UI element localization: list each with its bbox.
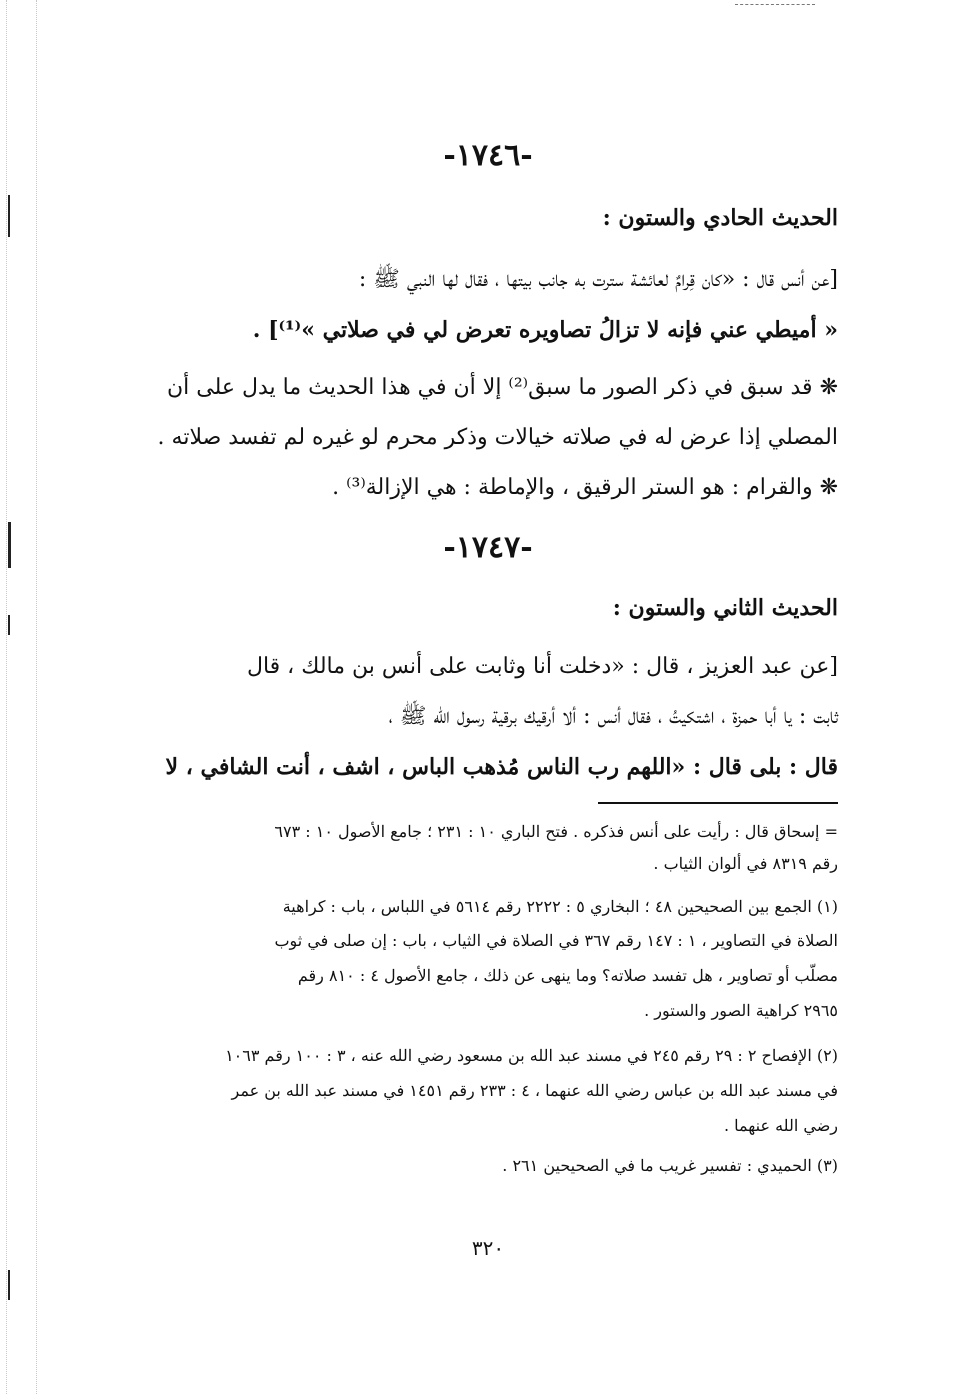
footnote-2-line: رضي الله عنهما . bbox=[723, 1116, 838, 1135]
margin-guide-inner bbox=[36, 0, 37, 1394]
footnote-2-line: (٢) الإفصاح ٢ : ٢٩ رقم ٢٤٥ في مسند عبد الله بن مسعود رضي الله عنه ، ٣ : ١٠٠ رقم ١٠٦٣ bbox=[225, 1046, 838, 1065]
footnote-1-line: ٢٩٦٥ كراهية الصور والستور . bbox=[644, 1001, 838, 1020]
footnote-divider bbox=[598, 802, 838, 804]
footnote-1-line: الصلاة في التصاوير ، ١ : ١٤٧ رقم ٣٦٧ في الصلاة في الثياب ، باب : إن صلى في ثوب bbox=[274, 931, 838, 950]
hadith-text-line: « أميطي عني فإنه لا تزالُ تصاويره تعرض لي في صلاتي »⁽¹⁾] . bbox=[252, 317, 838, 343]
scan-mark bbox=[8, 615, 10, 635]
scan-mark bbox=[8, 1270, 10, 1300]
hadith-number-1747: -١٧٤٧- bbox=[443, 530, 533, 565]
hadith-heading-1746: الحديث الحادي والستون : bbox=[602, 205, 838, 231]
hadith-text-line: [عن عبد العزيز ، قال : «دخلت أنا وثابت على أنس بن مالك ، قال bbox=[246, 654, 838, 679]
commentary-line: ❋ قد سبق في ذكر الصور ما سبق⁽²⁾ إلا أن في هذا الحديث ما يدل على أن bbox=[167, 375, 838, 400]
hadith-number-1746: -١٧٤٦- bbox=[443, 138, 533, 173]
footnote-3-line: (٣) الحميدي : تفسير غريب ما في الصحيحين ٢٦١ . bbox=[502, 1156, 838, 1175]
commentary-line: ❋ والقرام : هو الستر الرقيق ، والإماطة : هي الإزالة⁽³⁾ . bbox=[332, 475, 838, 500]
footnote-line: = إسحاق قال : رأيت على أنس فذكره . فتح الباري ١٠ : ٢٣١ ؛ جامع الأصول ١٠ : ٦٧٣ bbox=[274, 822, 838, 841]
hadith-text-line: [عن أنس قال : «كان قِرامٌ لعائشة سترت به جانب بيتها ، فقال لها النبي ﷺ : bbox=[358, 267, 838, 292]
footnote-line: رقم ٨٣١٩ في ألوان الثياب . bbox=[653, 854, 838, 873]
hadith-text-line: قال : بلى قال : «اللهم رب الناس مُذهب الباس ، اشف ، أنت الشافي ، لا bbox=[165, 754, 838, 780]
top-rule bbox=[735, 4, 815, 5]
footnote-1-line: (١) الجمع بين الصحيحين ٤٨ ؛ البخاري ٥ : ٢٢٢٢ رقم ٥٦١٤ في اللباس ، باب : كراهية bbox=[282, 897, 838, 916]
hadith-text-line: ثابت : يا أبا حمزة ، اشتكيتُ ، فقال أنس : ألا أرقيك برقية رسول الله ﷺ ، bbox=[388, 704, 838, 729]
hadith-heading-1747: الحديث الثاني والستون : bbox=[612, 595, 838, 621]
footnote-2-line: في مسند عبد الله بن عباس رضي الله عنهما ، ٤ : ٢٣٣ رقم ١٤٥١ في مسند عبد الله بن عمر bbox=[231, 1081, 838, 1100]
commentary-line: المصلي إذا عرض له في صلاته خيالات وذكر محرم لو غيره لم تفسد صلاته . bbox=[157, 425, 838, 450]
scan-mark bbox=[8, 195, 10, 237]
page-number: ٣٢٠ bbox=[471, 1236, 505, 1260]
footnote-1-line: مصلّب أو تصاوير ، هل تفسد صلاته؟ وما ينهى عن ذلك ، جامع الأصول ٤ : ٨١٠ رقم bbox=[297, 966, 838, 985]
margin-guide-left bbox=[6, 0, 7, 1394]
